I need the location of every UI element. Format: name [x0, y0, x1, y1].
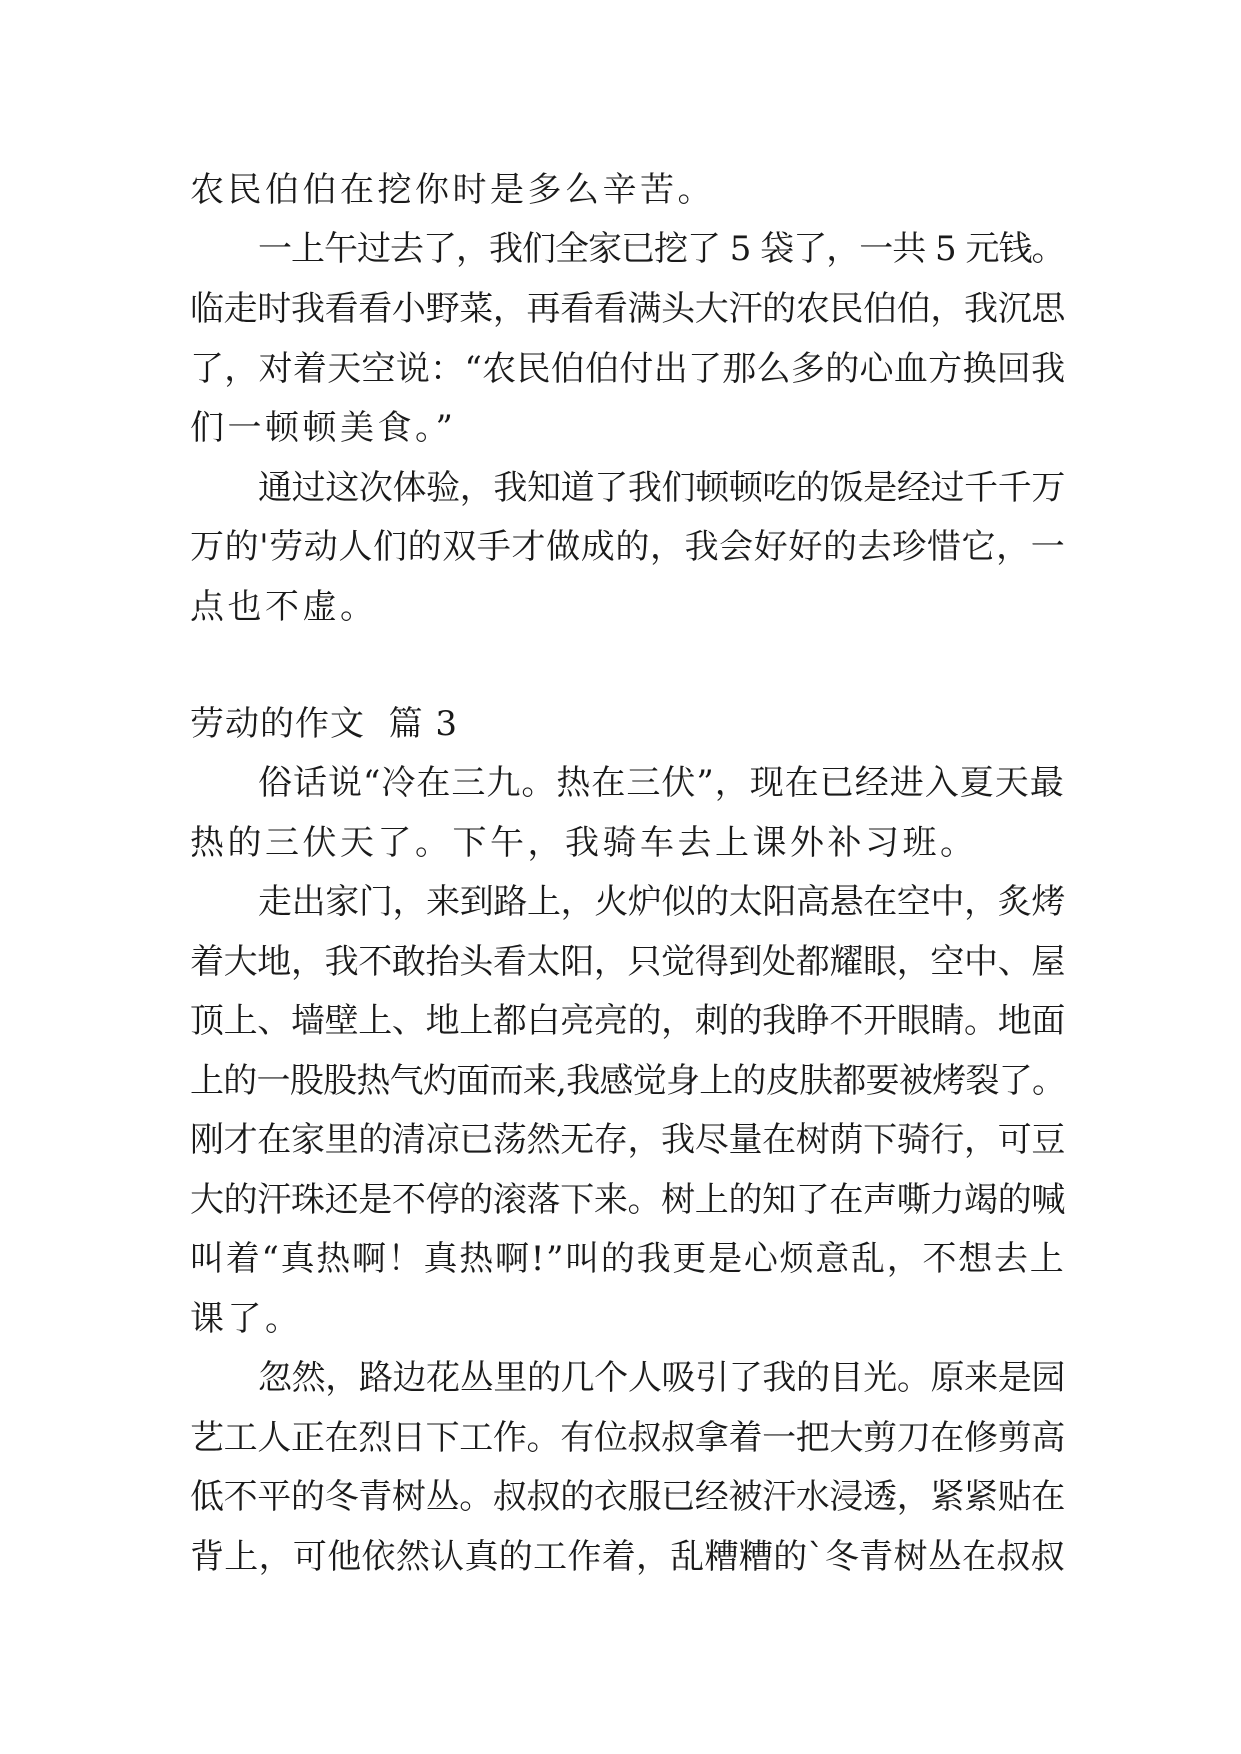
text-line: 背上，可他依然认真的工作着，乱糟糟的`冬青树丛在叔叔 [190, 1537, 1065, 1577]
paragraph-start-line: 忽然，路边花丛里的几个人吸引了我的目光。原来是园 [258, 1358, 1065, 1398]
text-line: 艺工人正在烈日下工作。有位叔叔拿着一把大剪刀在修剪高 [190, 1418, 1065, 1458]
paragraph-start-line: 一上午过去了，我们全家已挖了 5 袋了，一共 5 元钱。 [258, 229, 1065, 269]
text-line: 点也不虚。 [190, 587, 378, 627]
text-line: 顶上、墙壁上、地上都白亮亮的，刺的我睁不开眼睛。地面 [190, 1001, 1065, 1041]
paragraph-start-line: 通过这次体验，我知道了我们顿顿吃的饭是经过千千万 [258, 468, 1065, 508]
text-line: 课了。 [190, 1299, 303, 1339]
text-line: 叫着“真热啊！真热啊!”叫的我更是心烦意乱，不想去上 [190, 1239, 1066, 1279]
text-line: 低不平的冬青树丛。叔叔的衣服已经被汗水浸透，紧紧贴在 [190, 1477, 1065, 1517]
text-line: 万的'劳动人们的双手才做成的，我会好好的去珍惜它，一 [190, 527, 1066, 567]
text-line: 上的一股股热气灼面而来,我感觉身上的皮肤都要被烤裂了。 [190, 1061, 1066, 1101]
text-line: 刚才在家里的清凉已荡然无存，我尽量在树荫下骑行，可豆 [190, 1120, 1065, 1160]
text-line: 大的汗珠还是不停的滚落下来。树上的知了在声嘶力竭的喊 [190, 1180, 1065, 1220]
text-line: 了，对着天空说：“农民伯伯付出了那么多的心血方换回我 [190, 349, 1066, 389]
paragraph-start-line: 俗话说“冷在三九。热在三伏”，现在已经进入夏天最 [258, 763, 1065, 803]
paragraph-start-line: 走出家门，来到路上，火炉似的太阳高悬在空中，炙烤 [258, 882, 1065, 922]
text-line: 农民伯伯在挖你时是多么辛苦。 [190, 170, 715, 210]
text-line: 着大地，我不敢抬头看太阳，只觉得到处都耀眼，空中、屋 [190, 942, 1065, 982]
section-heading: 劳动的作文 篇 3 [190, 704, 459, 744]
text-line: 热的三伏天了。下午，我骑车去上课外补习班。 [190, 823, 978, 863]
text-line: 临走时我看看小野菜，再看看满头大汗的农民伯伯，我沉思 [190, 289, 1065, 329]
text-line: 们一顿顿美食。” [190, 408, 457, 448]
